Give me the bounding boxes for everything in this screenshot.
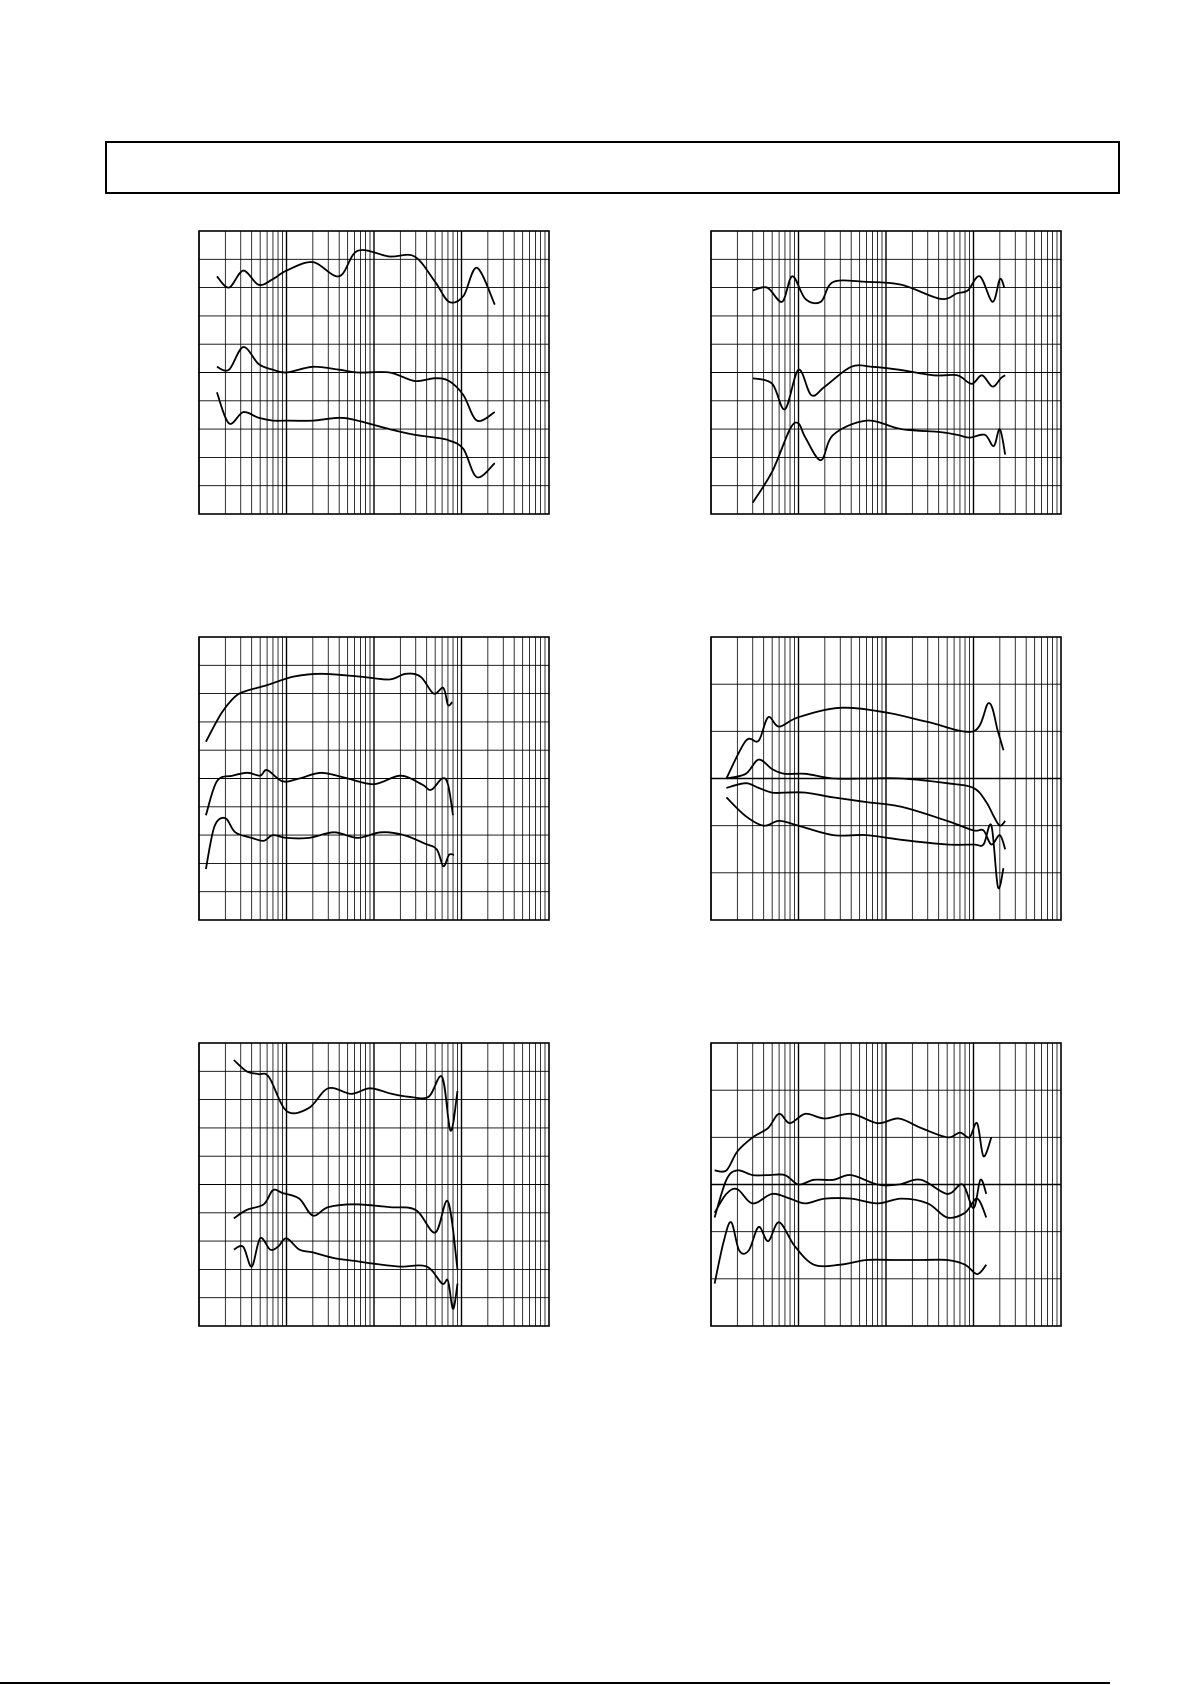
series-line-2 <box>753 365 1006 409</box>
chart-svg <box>711 1043 1061 1326</box>
series-line-2 <box>726 760 1005 826</box>
chart-panel-5 <box>199 1043 549 1326</box>
series-line-3 <box>206 818 454 869</box>
chart-panel-2 <box>711 231 1061 514</box>
series-line-3 <box>753 421 1006 503</box>
chart-panel-1 <box>199 231 549 514</box>
chart-svg <box>199 637 549 920</box>
page-title-box <box>105 141 1120 194</box>
chart-svg <box>199 1043 549 1326</box>
chart-panel-3 <box>199 637 549 920</box>
series-line-2 <box>715 1170 987 1217</box>
chart-panel-4 <box>711 637 1061 920</box>
chart-panel-6 <box>711 1043 1061 1326</box>
chart-svg <box>711 231 1061 514</box>
series-line-1 <box>206 674 452 742</box>
series-line-4 <box>726 797 1003 888</box>
chart-svg <box>199 231 549 514</box>
series-line-1 <box>715 1114 992 1172</box>
series-line-3 <box>726 783 1005 849</box>
series-line-1 <box>753 276 1005 303</box>
chart-svg <box>711 637 1061 920</box>
bottom-rule <box>0 1682 1110 1684</box>
series-line-1 <box>726 703 1003 779</box>
